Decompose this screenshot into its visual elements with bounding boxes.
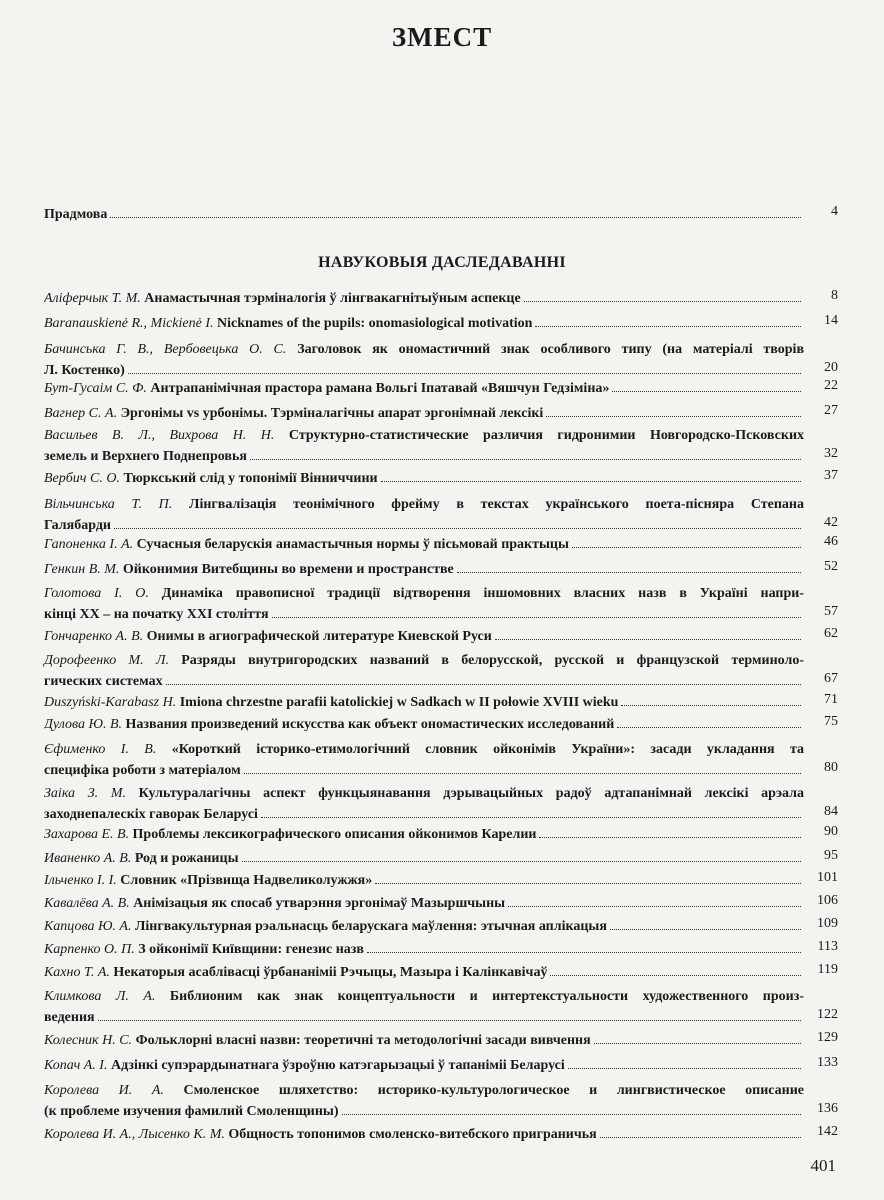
leader-dots: [600, 1136, 801, 1138]
leader-dots: [250, 458, 801, 460]
leader-dots: [375, 882, 801, 884]
entry-authors: Вербич С. О.: [44, 471, 120, 486]
entry-page-number: 62: [824, 626, 838, 641]
entry-title: Проблемы лексикографического описания ойконимов Карелии: [132, 827, 537, 842]
leader-dots: [535, 325, 801, 327]
entry-authors: Baranauskienė R., Mickienė I.: [44, 316, 214, 331]
entry-authors: Голотова І. О.: [44, 586, 149, 601]
toc-entry: [44, 848, 804, 869]
entry-authors: Королева И. А., Лысенко К. М.: [44, 1127, 225, 1142]
entry-page-number: 136: [817, 1101, 838, 1116]
entry-title: Nicknames of the pupils: onomasiological motivation: [217, 316, 533, 331]
entry-authors: Бачинська Г. В., Вербовецька О. С.: [44, 342, 287, 357]
leader-dots: [568, 1067, 801, 1069]
entry-page-number: 46: [824, 534, 838, 549]
entry-title: Род и рожаницы: [134, 851, 239, 866]
entry-title: З ойконімії Київщини: генезис назв: [138, 942, 364, 957]
toc-entry: [44, 1080, 804, 1122]
leader-dots: [261, 816, 801, 818]
toc-entry: [44, 1124, 804, 1145]
entry-authors: Королева И. А.: [44, 1083, 164, 1098]
entry-authors: Иваненко А. В.: [44, 851, 132, 866]
toc-entry: [44, 650, 804, 692]
toc-entry: [44, 783, 804, 825]
toc-entry: [44, 403, 804, 424]
entry-authors: Дорофеенко М. Л.: [44, 653, 169, 668]
leader-dots: [621, 704, 801, 706]
entry-authors: Заіка З. М.: [44, 786, 126, 801]
leader-dots: [539, 836, 801, 838]
entry-page-number: 57: [824, 604, 838, 619]
toc-entry: [44, 962, 804, 983]
entry-title-continued: земель и Верхнего Поднепровья: [44, 449, 247, 464]
leader-dots: [381, 480, 801, 482]
entry-authors: Копач А. І.: [44, 1058, 108, 1073]
leader-dots: [244, 772, 801, 774]
leader-dots: [128, 372, 801, 374]
entry-page-number: 8: [831, 288, 838, 303]
entry-page-number: 142: [817, 1124, 838, 1139]
leader-dots: [166, 683, 801, 685]
toc-entry: [44, 494, 804, 536]
entry-authors: Гапоненка І. А.: [44, 537, 134, 552]
entry-authors: Дулова Ю. В.: [44, 717, 123, 732]
leader-dots: [612, 390, 801, 392]
entry-authors: Duszyński-Karabasz H.: [44, 695, 177, 710]
leader-dots: [367, 951, 801, 953]
entry-title-continued: Галябарди: [44, 518, 111, 533]
entry-page-number: 20: [824, 360, 838, 375]
entry-title: Лінгвакультурная рэальнасць беларускага маўлення: этычная аплікацыя: [134, 919, 607, 934]
entry-title: Эргонімы vs урбонімы. Тэрміналагічны апарат эргонімнай лексікі: [120, 406, 544, 421]
leader-dots: [572, 546, 801, 548]
entry-page-number: 113: [817, 939, 838, 954]
entry-page-number: 71: [824, 692, 838, 707]
entry-title: Некаторыя асаблівасці ўрбананіміі Рэчыцы, Мазыра і Калінкавічаў: [113, 965, 548, 980]
leader-dots: [508, 905, 801, 907]
leader-dots: [242, 860, 802, 862]
entry-authors: Генкин В. М.: [44, 562, 120, 577]
toc-entry: [44, 583, 804, 625]
entry-title: Словник «Прізвища Надвеликолужжя»: [120, 873, 373, 888]
leader-dots: [98, 1019, 801, 1021]
entry-title: Смоленское шляхетство: историко-культурологическое и лингвистическое описание: [183, 1083, 804, 1098]
entry-title: Анімізацыя як спосаб утварэння эргонімаў Мазыршчыны: [133, 896, 506, 911]
toc-entry: [44, 534, 804, 555]
entry-title-continued: кінці XX – на початку XXI століття: [44, 607, 269, 622]
toc-entry: [44, 378, 804, 399]
entry-authors: Карпенко О. П.: [44, 942, 135, 957]
entry-title: Структурно-статистические различия гидронимии Новгородско-Псковских: [288, 428, 805, 443]
entry-authors: Кавалёва А. В.: [44, 896, 130, 911]
entry-page-number: 129: [817, 1030, 838, 1045]
entry-page-number: 75: [824, 714, 838, 729]
entry-page-number: 90: [824, 824, 838, 839]
entry-page-number: 32: [824, 446, 838, 461]
entry-page-number: 84: [824, 804, 838, 819]
entry-title-continued: (к проблеме изучения фамилий Смоленщины): [44, 1104, 339, 1119]
toc-entry: [44, 288, 804, 309]
entry-title: Динаміка правописної традиції відтворення іншомовних власних назв в Україні напри-: [161, 586, 805, 601]
entry-title: Разряды внутригородских названий в белорусской, русской и французской терминоло-: [181, 653, 804, 668]
entry-title: Заголовок як ономастичний знак особливого типу (на матеріалі творів: [297, 342, 805, 357]
toc-entry: [44, 468, 804, 489]
entry-title: Imiona chrzestne parafii katolickiej w Sadkach w II połowie XVIII wieku: [179, 695, 619, 710]
toc-entry: [44, 893, 804, 914]
leader-dots: [342, 1113, 802, 1115]
entry-title: Библионим как знак концептуальности и интертекстуальности художественного произ-: [169, 989, 805, 1004]
entry-authors: Капцова Ю. А.: [44, 919, 132, 934]
toc-entry: [44, 986, 804, 1028]
entry-title-continued: специфіка роботи з матеріалом: [44, 763, 241, 778]
toc-entry: [44, 626, 804, 647]
page-title: ЗМЕСТ: [391, 22, 493, 52]
toc-entry: [44, 559, 804, 580]
entry-page-number: 109: [817, 916, 838, 931]
entry-title: Названия произведений искусства как объект ономастических исследований: [125, 717, 615, 732]
entry-title: Онимы в агиографической литературе Киевской Руси: [146, 629, 492, 644]
toc-entry: [44, 714, 804, 735]
entry-title: Лінгвалізація теонімічного фрейму в текстах українського поета-пісняра Степана: [189, 497, 804, 512]
entry-authors: Бут-Гусаім С. Ф.: [44, 381, 147, 396]
entry-title: Ойконимия Витебщины во времени и пространстве: [122, 562, 454, 577]
entry-page-number: 67: [824, 671, 838, 686]
entry-title: Адзінкі супэрардынатнага ўзроўню катэгарызацыі ў тапаніміі Беларусі: [110, 1058, 565, 1073]
entry-title: Антрапанімічная прастора рамана Вольгі Іпатавай «Вяшчун Гедзіміна»: [150, 381, 610, 396]
entry-title: Анамастычная тэрміналогія ў лінгвакагнітыўным аспекце: [144, 291, 521, 306]
leader-dots: [546, 415, 801, 417]
entry-page-number: 42: [824, 515, 838, 530]
toc-entry: [44, 313, 804, 334]
entry-page-number: 80: [824, 760, 838, 775]
toc-entry: [44, 692, 804, 713]
entry-title: Общность топонимов смоленско-витебского приграничья: [228, 1127, 597, 1142]
entry-page-number: 37: [824, 468, 838, 483]
toc-entry: [44, 739, 804, 781]
toc-entry: [44, 916, 804, 937]
entry-title: Культуралагічны аспект функцыянавання дэрывацыйных радоў адтапанімнай лексікі арэала: [138, 786, 804, 801]
entry-page-number: 14: [824, 313, 838, 328]
entry-authors: Колесник Н. С.: [44, 1033, 133, 1048]
leader-dots: [457, 571, 801, 573]
page-number: 401: [810, 1156, 836, 1175]
leader-dots: [610, 928, 801, 930]
entry-authors: Захарова Е. В.: [44, 827, 130, 842]
entry-page-number: 133: [817, 1055, 838, 1070]
leader-dots: [617, 726, 801, 728]
leader-dots: [550, 974, 801, 976]
entry-title: Сучасныя беларускія анамастычныя нормы ў пісьмовай практыцы: [136, 537, 569, 552]
toc-entry: [44, 1030, 804, 1051]
section-heading: НАВУКОВЫЯ ДАСЛЕДАВАННІ: [318, 254, 566, 271]
leader-dots: [495, 638, 801, 640]
entry-authors: Ільченко І. І.: [44, 873, 117, 888]
entry-page-number: 106: [817, 893, 838, 908]
entry-page-number: 95: [824, 848, 838, 863]
entry-page-number: 22: [824, 378, 838, 393]
entry-page-number: 52: [824, 559, 838, 574]
entry-authors: Аліферчык Т. М.: [44, 291, 141, 306]
entry-page-number: 122: [817, 1007, 838, 1022]
entry-title: Фольклорні власні назви: теоретичні та методологічні засади вивчення: [135, 1033, 591, 1048]
entry-authors: Вільчинська Т. П.: [44, 497, 173, 512]
entry-page-number: 101: [817, 870, 838, 885]
toc-entry: [44, 870, 804, 891]
entry-title-continued: заходнепалескіх гаворак Беларусі: [44, 807, 258, 822]
entry-title: «Короткий історико-етимологічний словник ойконімів України»: засади укладання та: [171, 742, 804, 757]
leader-dots: [114, 527, 801, 529]
leader-dots: [272, 616, 801, 618]
entry-page-number: 27: [824, 403, 838, 418]
entry-authors: Гончаренко А. В.: [44, 629, 144, 644]
entry-page-number: 119: [817, 962, 838, 977]
entry-authors: Климкова Л. А.: [44, 989, 156, 1004]
toc-entry: [44, 824, 804, 845]
entry-title-continued: гических системах: [44, 674, 163, 689]
entry-authors: Васильев В. Л., Вихрова Н. Н.: [44, 428, 275, 443]
preface-title: Прадмова: [44, 207, 108, 222]
entry-title: Тюркський слід у топонімії Вінниччини: [123, 471, 378, 486]
leader-dots: [594, 1042, 801, 1044]
toc-entry: [44, 425, 804, 467]
entry-authors: Вагнер С. А.: [44, 406, 118, 421]
entry-authors: Єфименко І. В.: [44, 742, 157, 757]
entry-authors: Кахно Т. А.: [44, 965, 110, 980]
toc-entry: [44, 1055, 804, 1076]
toc-entry: [44, 939, 804, 960]
preface-page-number: 4: [831, 204, 838, 219]
entry-title-continued: ведения: [44, 1010, 95, 1025]
toc-entry: [44, 339, 804, 381]
entry-title-continued: Л. Костенко): [44, 363, 125, 378]
leader-dots: [524, 300, 801, 302]
